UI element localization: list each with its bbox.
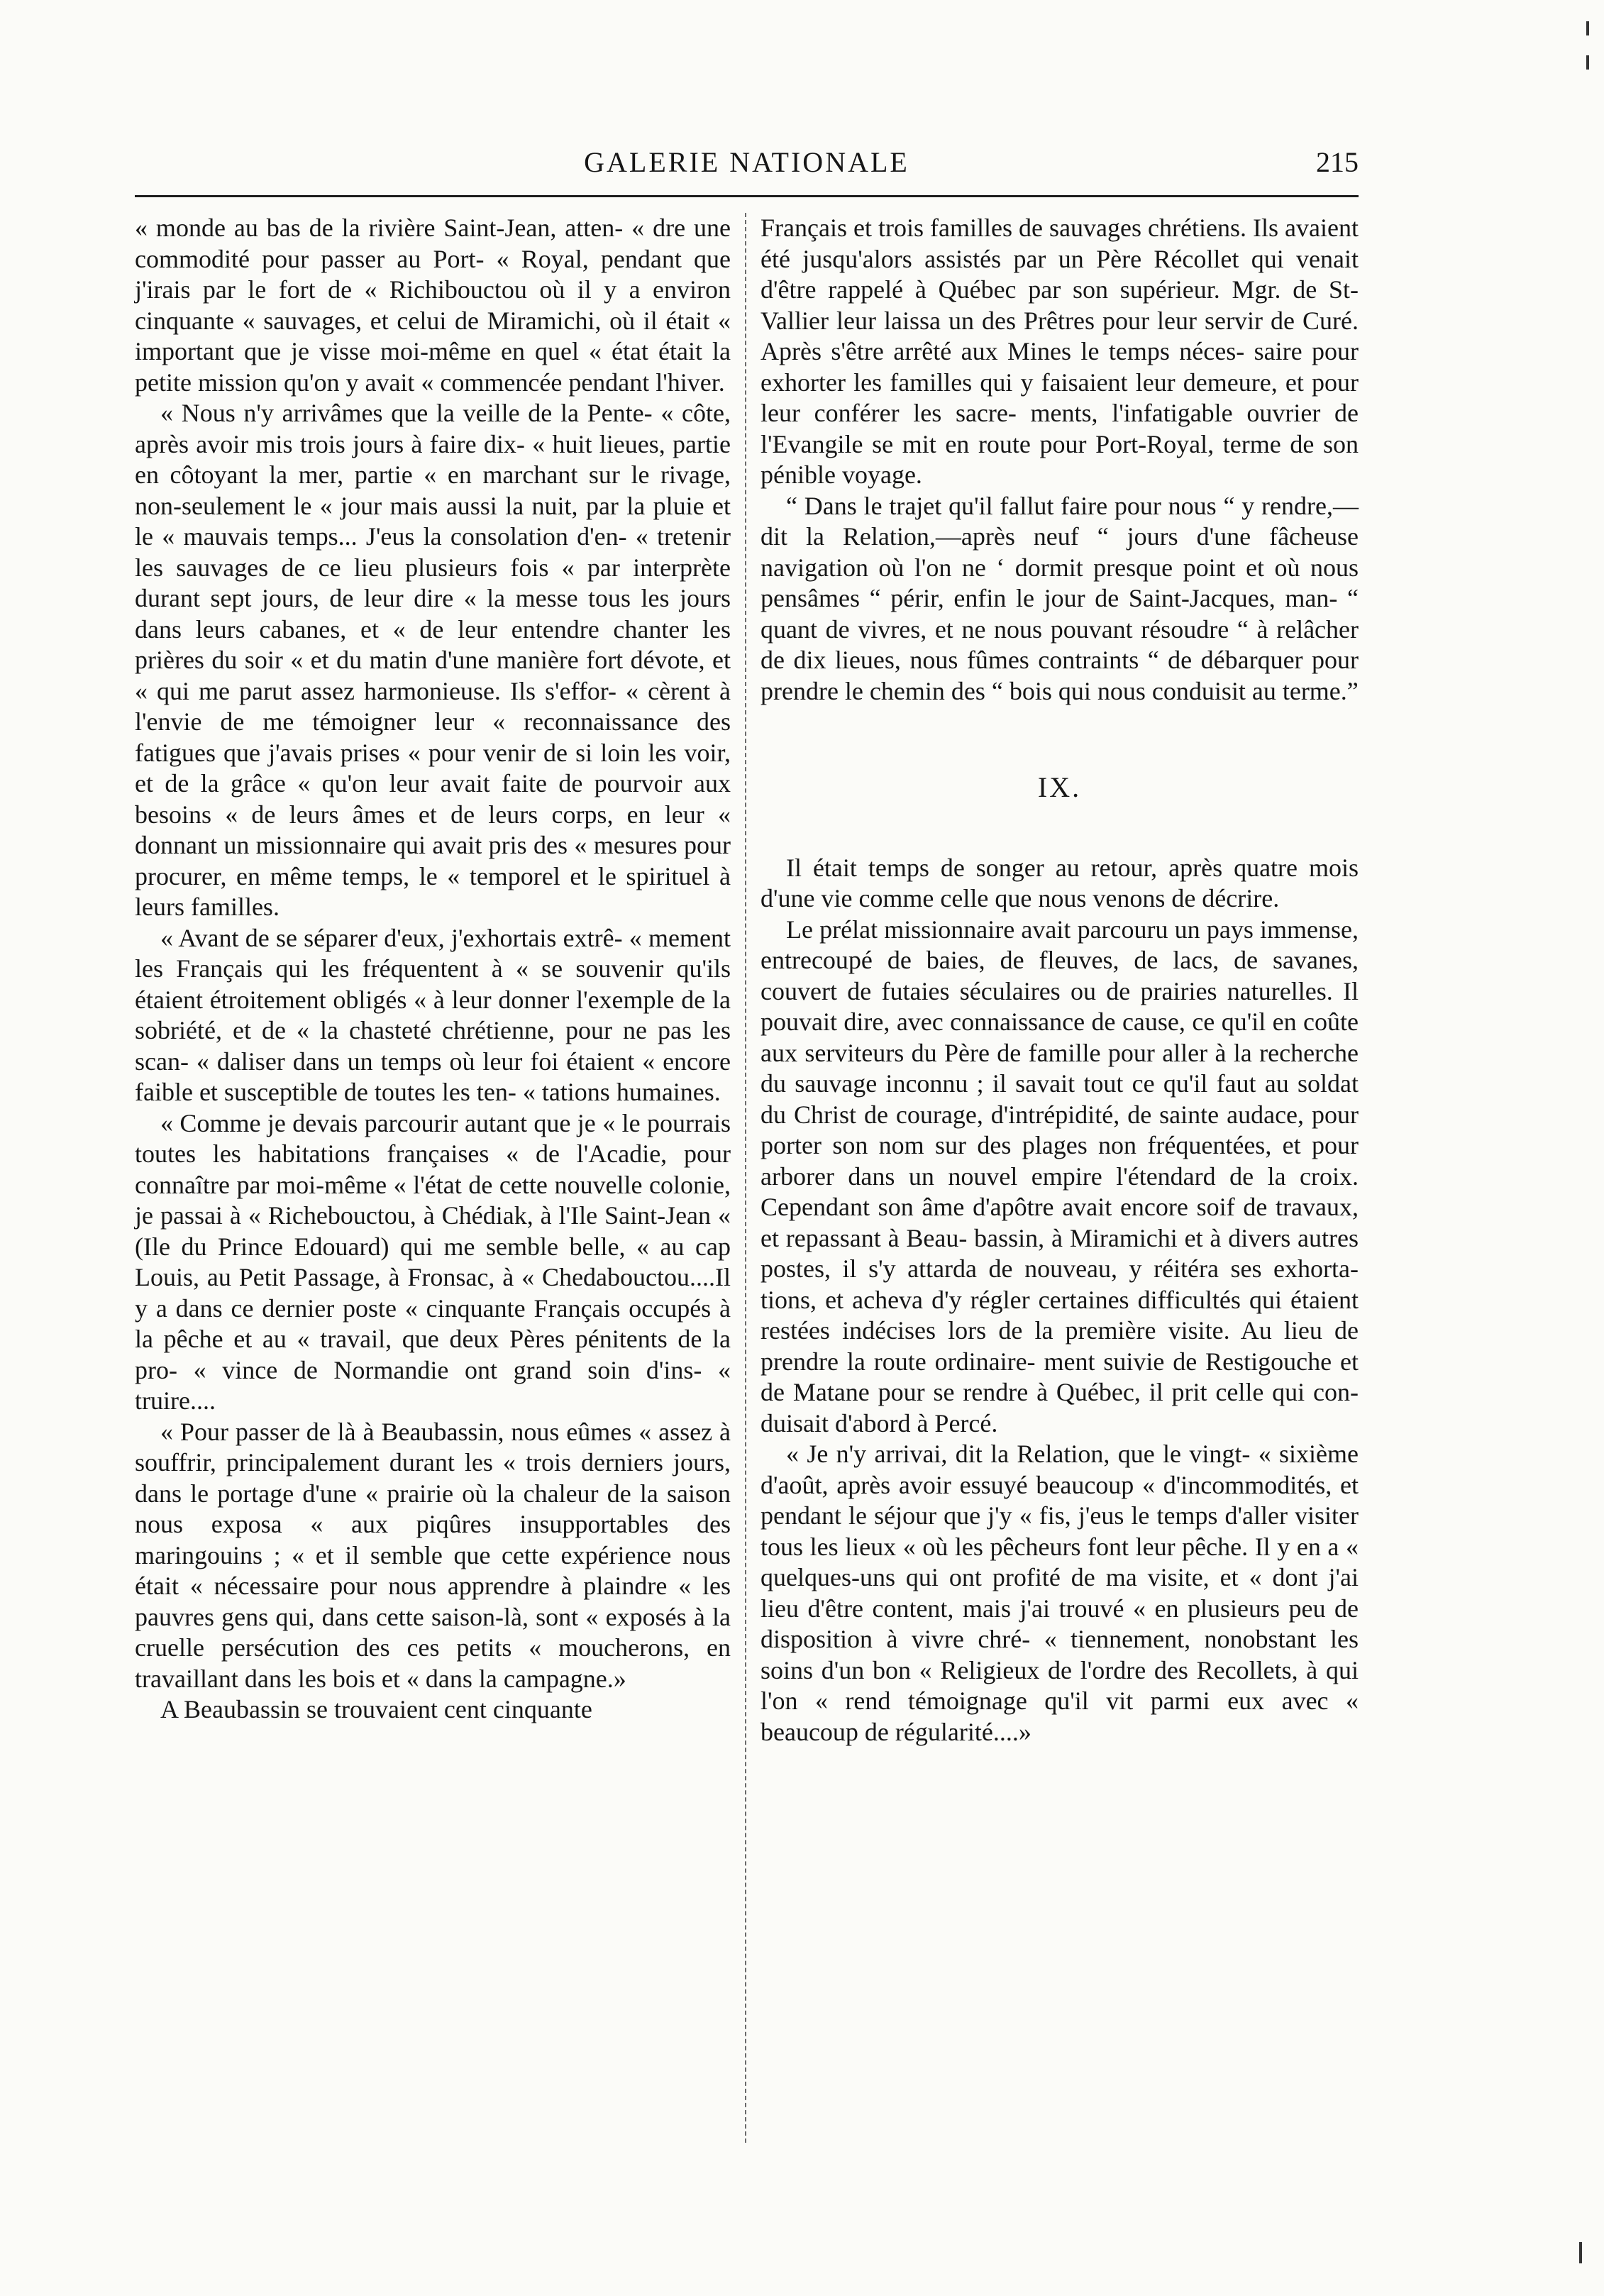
page-header xyxy=(135,145,1359,188)
column-divider xyxy=(745,213,746,2143)
page-number: 215 xyxy=(1316,146,1359,178)
right-paragraph-4: Le prélat missionnaire avait parcouru un pays immense, entrecoupé de baies, de fleuves, de lacs, de savanes, couvert de futaies séculaires ou de prairies naturelles. Il pouvait dire, avec connaissance de cause, ce qu'il en coûte aux serviteurs du Père de famille pour aller à la recherche du sauvage inconnu ; il savait tout ce qu'il faut au soldat du Christ de courage, d'intrépidité, de sainte audace, pour porter son nom sur des plages non fréquentées, et pour arborer dans un nouvel empire l'étendard de la croix. Cependant son âme d'apôtre avait encore soif de travaux, et repassant à Beau- bassin, à Miramichi et à divers autres postes, il s'y attarda de nouveau, y réitéra ses exhorta- tions, et acheva d'y régler certaines difficultés qui étaient restées indécises lors de la première visite. Au lieu de prendre la route ordinaire- ment suivie de Restigouche et de Matane pour se rendre à Québec, il prit celle qui con- duisait d'abord à Percé. xyxy=(760,915,1359,1437)
running-title: GALERIE NATIONALE xyxy=(584,146,909,178)
right-paragraph-1: Français et trois familles de sauvages chrétiens. Ils avaient été jusqu'alors assistés par un Père Récollet qui venait d'être rappelé à Québec par son supérieur. Mgr. de St-Vallier leur laissa un des Prêtres pour leur servir de Curé. Après s'être arrêté aux Mines le temps néces- saire pour exhorter les familles qui y faisaient leur demeure, et pour leur conférer les sacre- ments, l'infatigable ouvrier de l'Evangile se mit en route pour Port-Royal, terme de son pénible voyage. xyxy=(760,214,1359,489)
right-paragraph-3: Il était temps de songer au retour, après quatre mois d'une vie comme celle que nous venons de décrire. xyxy=(760,853,1359,912)
left-paragraph-2: « Nous n'y arrivâmes que la veille de la Pente- « côte, après avoir mis trois jours à faire dix- « huit lieues, partie en côtoyant la mer, partie « en marchant sur le rivage, non-seulement le « jour mais aussi la nuit, par la pluie et le « mauvais temps... J'eus la consolation d'en- « tretenir les sauvages de ce lieu plusieurs fois « par interprète durant sept jours, de leur dire « la messe tous les jours dans leurs cabanes, et « de leur entendre chanter les prières du soir « et du matin d'une manière fort dévote, et « qui me parut assez harmonieuse. Ils s'effor- « cèrent à l'envie de me témoigner leur « reconnaissance des fatigues que j'avais prises « pour venir de si loin les voir, et de la grâce « qu'on leur avait faite de pourvoir aux besoins « de leurs âmes et de leurs corps, en leur « donnant un missionnaire qui avait pris des « mesures pour procurer, en même temps, le « temporel et le spirituel à leurs familles. xyxy=(135,399,731,921)
left-column xyxy=(135,213,731,1726)
right-paragraph-5: « Je n'y arrivai, dit la Relation, que le vingt- « sixième d'août, après avoir essuyé beaucoup « d'incommodités, et pendant le séjour que j'y « fis, j'eus le temps d'aller visiter tous les lieux « où les pêcheurs font leur pêche. Il y en a « quelques-uns qui ont profité de ma visite, et « dont j'ai lieu d'être content, mais j'ai trouvé « en plusieurs peu de disposition à vivre chré- « tiennement, nonobstant les soins d'un bon « Religieux de l'ordre des Recollets, à qui l'on « rend témoignage qu'il vit parmi eux avec « beaucoup de régularité....» xyxy=(760,1440,1359,1746)
left-paragraph-5: « Pour passer de là à Beaubassin, nous eûmes « assez à souffrir, principalement durant les « trois derniers jours, dans le portage d'une « prairie où la chaleur de la saison nous exposa « aux piqûres insupportables des maringouins ; « et il semble que cette expérience nous était « nécessaire pour nous apprendre à plaindre « les pauvres gens qui, dans cette saison-là, sont « exposés à la cruelle persécution des ces petits « moucherons, en travaillant dans les bois et « dans la campagne.» xyxy=(135,1417,731,1693)
margin-mark xyxy=(1579,2242,1582,2263)
left-paragraph-3: « Avant de se séparer d'eux, j'exhortais extrê- « mement les Français qui les fréquentent à « se souvenir qu'ils étaient étroitement obligés « à leur donner l'exemple de la sobriété, et de « la chasteté chrétienne, pour ne pas les scan- « daliser dans un temps où leur foi étaient « encore faible et susceptible de toutes les ten- « tations humaines. xyxy=(135,923,731,1106)
right-paragraph-2: “ Dans le trajet qu'il fallut faire pour nous “ y rendre,—dit la Relation,—après neuf “ jours d'une fâcheuse navigation où l'on ne ‘ dormit presque point et où nous pensâmes “ périr, enfin le jour de Saint-Jacques, man- “ quant de vivres, et ne nous pouvant résoudre “ à relâcher de dix lieues, nous fûmes contraints “ de débarquer pour prendre le chemin des “ bois qui nous conduisit au terme.” xyxy=(760,491,1359,705)
margin-mark xyxy=(1586,55,1589,70)
left-paragraph-1: « monde au bas de la rivière Saint-Jean, atten- « dre une commodité pour passer au Port- « Royal, pendant que j'irais par le fort de « Richibouctou où il y a environ cinquante « sauvages, et celui de Miramichi, où il était « important que je visse moi-même en quel « état était la petite mission qu'on y avait « commencée pendant l'hiver. xyxy=(135,214,731,397)
right-column xyxy=(760,213,1359,1748)
header-rule xyxy=(135,195,1359,197)
margin-mark xyxy=(1586,21,1589,35)
left-paragraph-4: « Comme je devais parcourir autant que je « le pourrais toutes les habitations françaises « de l'Acadie, pour connaître par moi-même « l'état de cette nouvelle colonie, je passai à « Richebouctou, à Chédiak, à l'Ile Saint-Jean « (Ile du Prince Edouard) qui me semble belle, « au cap Louis, au Petit Passage, à Fronsac, à « Chedabouctou....Il y a dans ce dernier poste « cinquante Français occupés à la pêche et au « travail, que deux Pères pénitents de la pro- « vince de Normandie ont grand soin d'ins- « truire.... xyxy=(135,1108,731,1415)
section-heading: IX. xyxy=(1037,771,1082,803)
left-paragraph-6: A Beaubassin se trouvaient cent cinquante xyxy=(160,1695,592,1723)
